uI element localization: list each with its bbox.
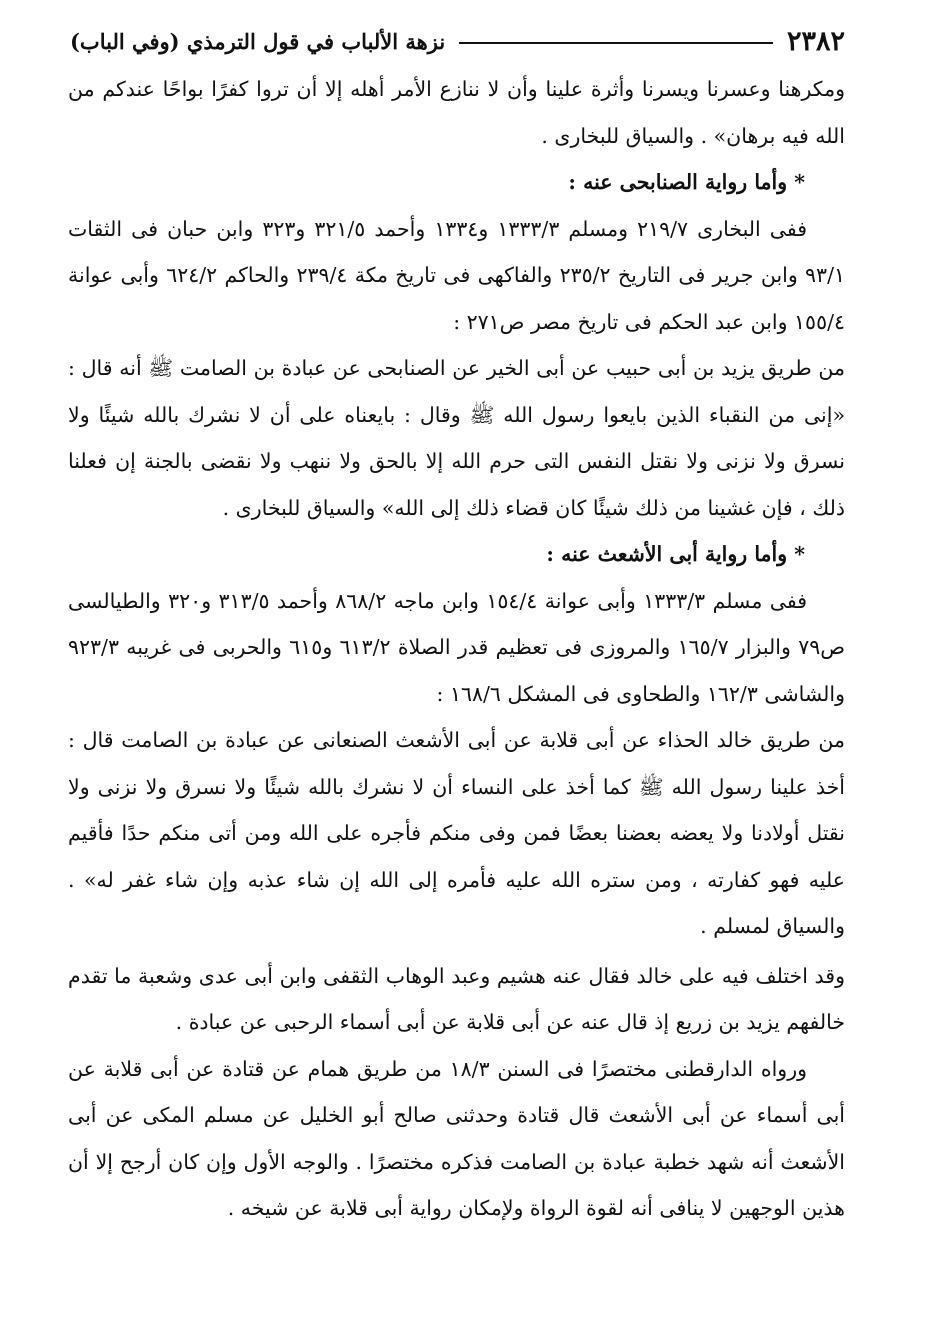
paragraph-sources-sunabihi: ففى البخارى ٢١٩/٧ ومسلم ١٣٣٣/٣ و١٣٣٤ وأحمد ٣٢١/٥ و٣٢٣ وابن حبان فى الثقات ٩٣/١ وابن جرير فى التاريخ ٢٣٥/٢ والفاكهى فى تاريخ مكة ٢٣٩/٤ والحاكم ٦٢٤/٢ وأبى عوانة ١٥٥/٤ وابن عبد الحكم فى تاريخ مصر ص٢٧١ : xyxy=(68,216,845,334)
header-rule xyxy=(459,42,773,44)
paragraph-hadith-sunabihi: من طريق يزيد بن أبى حبيب عن أبى الخير عن الصنابحى عن عبادة بن الصامت ﷺ أنه قال : «إنى من النقباء الذين بايعوا رسول الله ﷺ وقال : بايعناه على أن لا نشرك بالله شيئًا ولا نسرق ولا نزنى ولا نقتل النفس التى حرم الله إلا بالحق ولا ننهب ولا نقضى بالجنة إن فعلنا ذلك ، فإن غشينا من ذلك شيئًا كان قضاء ذلك إلى الله» والسياق للبخارى . xyxy=(68,356,845,520)
page-header xyxy=(70,24,845,58)
paragraph-continuation: ومكرهنا وعسرنا ويسرنا وأثرة علينا وأن لا ننازع الأمر أهله إلا أن تروا كفرًا بواحًا عندكم من الله فيه برهان» . والسياق للبخارى . xyxy=(68,77,845,148)
paragraph-sources-ashath: ففى مسلم ١٣٣٣/٣ وأبى عوانة ١٥٤/٤ وابن ماجه ٨٦٨/٢ وأحمد ٣١٣/٥ و٣٢٠ والطيالسى ص٧٩ والبزار ١٦٥/٧ والمروزى فى تعظيم قدر الصلاة ٦١٣/٢ و٦١٥ والحربى فى غريبه ٩٢٣/٣ والشاشى ١٦٢/٣ والطحاوى فى المشكل ١٦٨/٦ : xyxy=(68,588,846,706)
paragraph-disagreement: وقد اختلف فيه على خالد فقال عنه هشيم وعبد الوهاب الثقفى وابن أبى عدى وشعبة ما تقدم خالفهم يزيد بن زريع إذ قال عنه عن أبى قلابة عن أبى أسماء الرحبى عن عبادة . xyxy=(68,963,845,1034)
section-heading-ashath: * وأما رواية أبى الأشعث عنه : xyxy=(546,542,805,566)
running-title: نزهة الألباب في قول الترمذي (وفي الباب) xyxy=(70,28,446,54)
paragraph-daraqutni: ورواه الدارقطنى مختصرًا فى السنن ١٨/٣ من طريق همام عن قتادة عن أبى قلابة عن أبى أسماء عن أبى الأشعث قال قتادة وحدثنى صالح أبو الخليل عن مسلم المكى عن أبى الأشعث أنه شهد خطبة عبادة بن الصامت فذكره مختصرًا . والوجه الأول وإن كان أرجح إلا أن هذين الوجهين لا ينافى أنه لقوة الرواة ولإمكان رواية أبى قلابة عن شيخه . xyxy=(68,1056,845,1220)
page-number: ٢٣٨٢ xyxy=(786,25,845,57)
paragraph-hadith-ashath: من طريق خالد الحذاء عن أبى قلابة عن أبى الأشعث الصنعانى عن عبادة بن الصامت قال : أخذ علينا رسول الله ﷺ كما أخذ على النساء أن لا نشرك بالله شيئًا ولا نسرق ولا نزنى ولا نقتل أولادنا ولا يعضه بعضنا بعضًا فمن وفى منكم فأجره على الله ومن أتى منكم حدًا فأقيم عليه فهو كفارته ، ومن ستره الله عليه فأمره إلى الله إن شاء عذبه وإن شاء غفر له» . والسياق لمسلم . xyxy=(68,728,845,938)
page-body xyxy=(68,66,845,1232)
section-heading-sunabihi: * وأما رواية الصنابحى عنه : xyxy=(568,170,805,194)
